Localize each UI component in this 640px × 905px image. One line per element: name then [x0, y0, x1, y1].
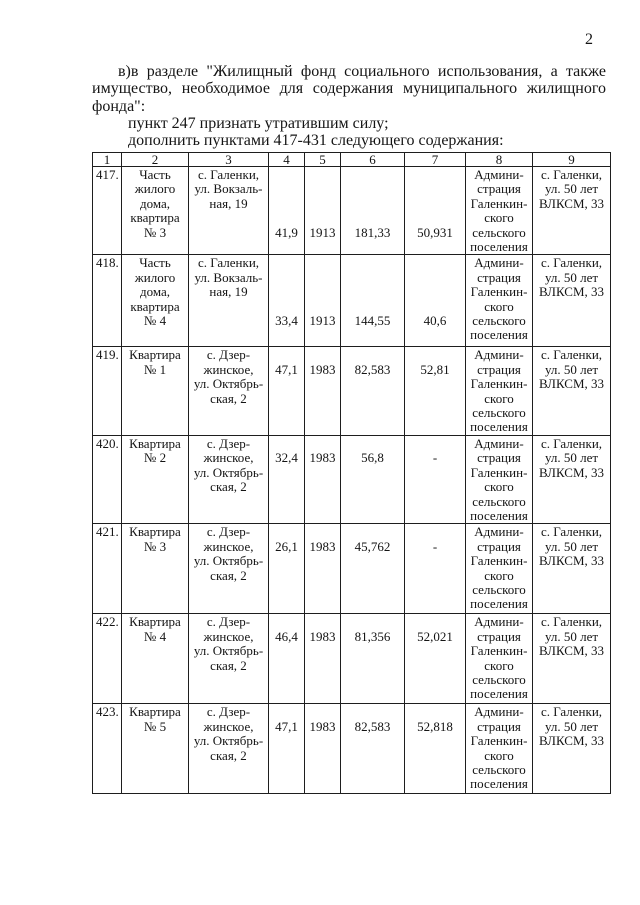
cell-item-number: 419.: [93, 347, 122, 435]
cell-col4: 46,4: [269, 614, 305, 704]
header-cell: 6: [341, 153, 405, 167]
cell-location: с. Дзер- жинское, ул. Октябрь- ская, 2: [189, 614, 269, 704]
header-cell: 5: [305, 153, 341, 167]
cell-item-number: 423.: [93, 704, 122, 794]
cell-col7: 52,81: [405, 347, 466, 435]
cell-col6: 81,356: [341, 614, 405, 704]
cell-location: с. Галенки, ул. Вокзаль- ная, 19: [189, 167, 269, 255]
cell-col6: 82,583: [341, 704, 405, 794]
table-row: [93, 704, 611, 794]
cell-col5: 1983: [305, 435, 341, 523]
cell-object: Часть жилого дома, квартира № 3: [122, 167, 189, 255]
cell-holder-address: с. Галенки, ул. 50 лет ВЛКСМ, 33: [533, 614, 611, 704]
add-items-text: дополнить пунктами 417-431 следующего содержания:: [128, 132, 504, 150]
intro-line: фонда":: [92, 97, 146, 115]
cell-col7: -: [405, 435, 466, 523]
cell-object: Квартира № 4: [122, 614, 189, 704]
cell-holder: Админи- страция Галенкин- ского сельского поселения: [466, 704, 533, 794]
cell-col4: 47,1: [269, 704, 305, 794]
cell-col7: 52,021: [405, 614, 466, 704]
table-row: [93, 524, 611, 614]
cell-col6: 45,762: [341, 524, 405, 614]
cell-holder-address: с. Галенки, ул. 50 лет ВЛКСМ, 33: [533, 255, 611, 347]
cell-holder: Админи- страция Галенкин- ского сельского поселения: [466, 347, 533, 435]
table-row: [93, 347, 611, 435]
cell-location: с. Дзер- жинское, ул. Октябрь- ская, 2: [189, 704, 269, 794]
cell-holder-address: с. Галенки, ул. 50 лет ВЛКСМ, 33: [533, 704, 611, 794]
cell-location: с. Дзер- жинское, ул. Октябрь- ская, 2: [189, 524, 269, 614]
table-row: [93, 614, 611, 704]
cell-col5: 1983: [305, 347, 341, 435]
cell-holder-address: с. Галенки, ул. 50 лет ВЛКСМ, 33: [533, 435, 611, 523]
cell-col5: 1913: [305, 255, 341, 347]
cell-col5: 1983: [305, 524, 341, 614]
cell-col7: 40,6: [405, 255, 466, 347]
cell-location: с. Галенки, ул. Вокзаль- ная, 19: [189, 255, 269, 347]
cell-col4: 26,1: [269, 524, 305, 614]
header-cell: 9: [533, 153, 611, 167]
cell-col5: 1983: [305, 704, 341, 794]
cell-item-number: 421.: [93, 524, 122, 614]
intro-line: имущество, необходимое для содержания муниципального жилищного: [92, 80, 606, 98]
page-number: 2: [585, 31, 593, 48]
cell-holder: Админи- страция Галенкин- ского сельского поселения: [466, 255, 533, 347]
cell-holder-address: с. Галенки, ул. 50 лет ВЛКСМ, 33: [533, 347, 611, 435]
cell-location: с. Дзер- жинское, ул. Октябрь- ская, 2: [189, 347, 269, 435]
cell-col5: 1913: [305, 167, 341, 255]
table-row: [93, 255, 611, 347]
cell-col4: 47,1: [269, 347, 305, 435]
cell-item-number: 417.: [93, 167, 122, 255]
cell-object: Часть жилого дома, квартира № 4: [122, 255, 189, 347]
repeal-item-text: пункт 247 признать утратившим силу;: [128, 114, 389, 132]
table-row: [93, 167, 611, 255]
cell-object: Квартира № 3: [122, 524, 189, 614]
cell-object: Квартира № 1: [122, 347, 189, 435]
intro-paragraph: [92, 63, 606, 149]
cell-col7: 50,931: [405, 167, 466, 255]
header-cell: 4: [269, 153, 305, 167]
cell-object: Квартира № 5: [122, 704, 189, 794]
property-table: [92, 152, 611, 794]
cell-col7: 52,818: [405, 704, 466, 794]
header-cell: 3: [189, 153, 269, 167]
cell-object: Квартира № 2: [122, 435, 189, 523]
cell-holder: Админи- страция Галенкин- ского сельского поселения: [466, 435, 533, 523]
cell-col5: 1983: [305, 614, 341, 704]
cell-location: с. Дзер- жинское, ул. Октябрь- ская, 2: [189, 435, 269, 523]
cell-holder: Админи- страция Галенкин- ского сельского поселения: [466, 524, 533, 614]
cell-holder-address: с. Галенки, ул. 50 лет ВЛКСМ, 33: [533, 167, 611, 255]
cell-col4: 33,4: [269, 255, 305, 347]
cell-col6: 56,8: [341, 435, 405, 523]
table-header-row: [93, 153, 611, 167]
cell-holder: Админи- страция Галенкин- ского сельского поселения: [466, 167, 533, 255]
intro-line: в)в разделе "Жилищный фонд социального использования, а также: [118, 63, 606, 80]
cell-col6: 144,55: [341, 255, 405, 347]
cell-holder: Админи- страция Галенкин- ского сельского поселения: [466, 614, 533, 704]
cell-item-number: 418.: [93, 255, 122, 347]
cell-col4: 32,4: [269, 435, 305, 523]
header-cell: 2: [122, 153, 189, 167]
cell-holder-address: с. Галенки, ул. 50 лет ВЛКСМ, 33: [533, 524, 611, 614]
header-cell: 7: [405, 153, 466, 167]
cell-col6: 82,583: [341, 347, 405, 435]
cell-col6: 181,33: [341, 167, 405, 255]
cell-col4: 41,9: [269, 167, 305, 255]
cell-col7: -: [405, 524, 466, 614]
cell-item-number: 422.: [93, 614, 122, 704]
cell-item-number: 420.: [93, 435, 122, 523]
table-row: [93, 435, 611, 523]
header-cell: 8: [466, 153, 533, 167]
header-cell: 1: [93, 153, 122, 167]
